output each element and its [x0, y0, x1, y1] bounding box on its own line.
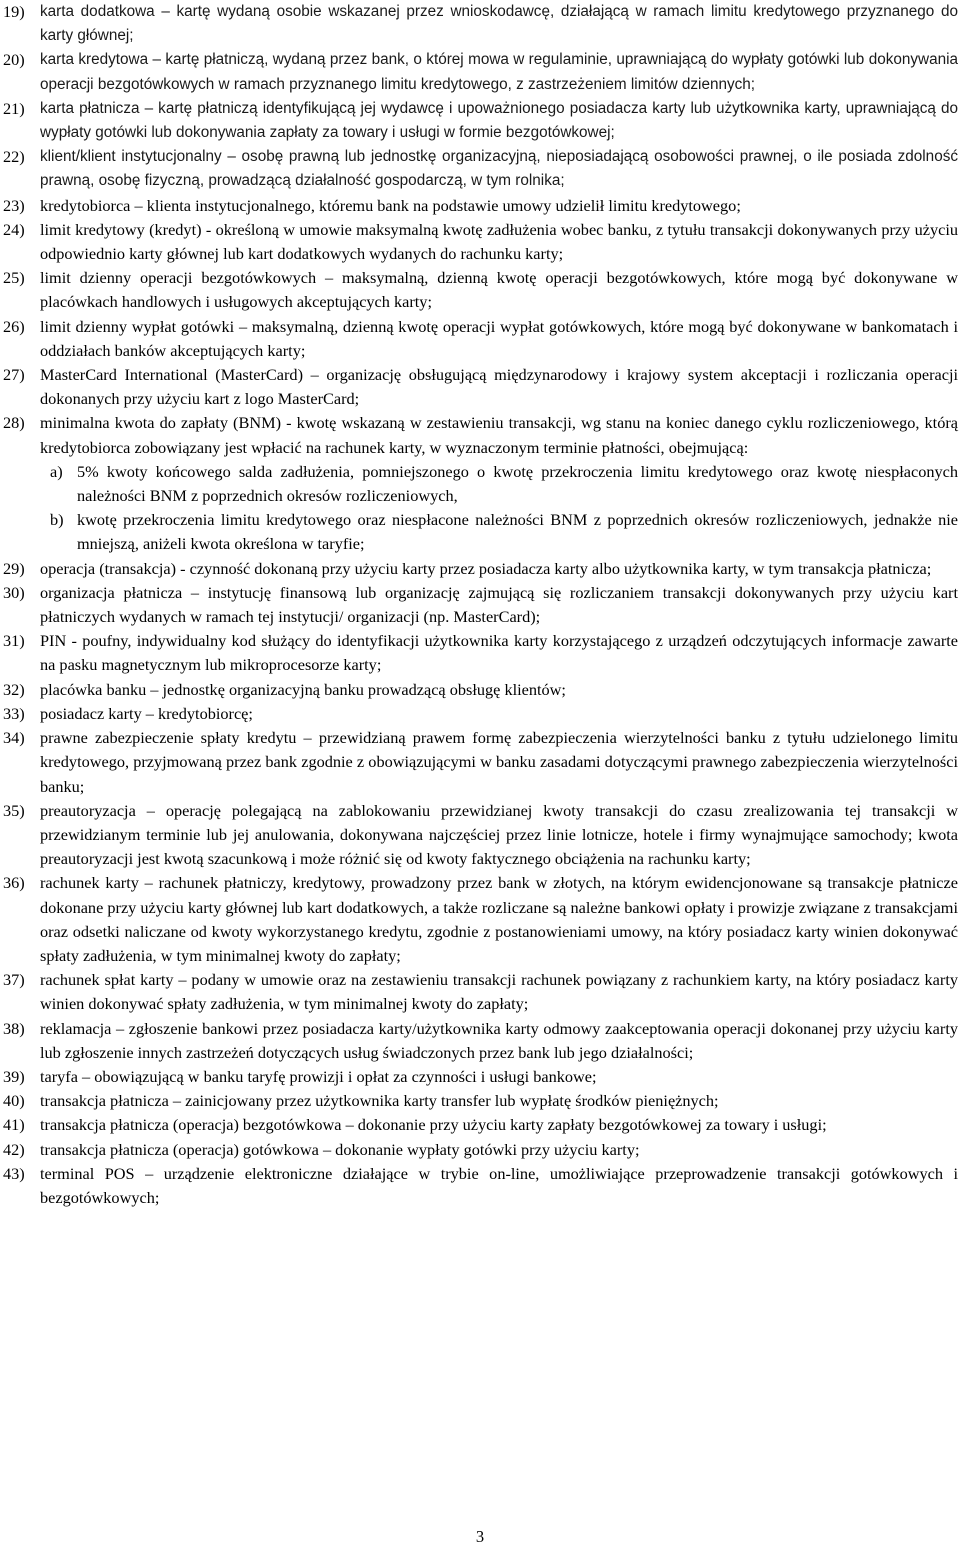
definition-text: terminal POS – urządzenie elektroniczne działające w trybie on-line, umożliwiające przeprowadzenie transakcji gotówkowych i bezgotówkowych;: [40, 1163, 958, 1207]
definition-item: [0, 557, 958, 581]
definition-number: 28): [3, 413, 25, 433]
definition-number: 36): [3, 873, 25, 893]
definition-text: rachunek karty – rachunek płatniczy, kredytowy, prowadzony przez bank w złotych, na którym ewidencjonowane są transakcje płatnicze dokonane przy użyciu karty głównej lub kart dodatkowych, a także rozliczane są należne bankowi opłaty i prowizje związane z transakcjami oraz odsetki naliczane od kwoty wykorzystanego kredytu, zgodnie z postanowieniami umowy, na który posiadacz karty winien dokonywać spłaty zadłużenia, w tym minimalnej kwoty do zapłaty;: [40, 873, 958, 965]
definition-number: 40): [3, 1091, 25, 1111]
definition-item: [0, 363, 958, 411]
definition-text: operacja (transakcja) - czynność dokonaną przy użyciu karty przez posiadacza karty albo użytkownika karty, w tym transakcja płatnicza;: [40, 558, 932, 578]
definition-text: preautoryzacja – operację polegającą na zablokowaniu przewidzianej kwoty transakcji do czasu zrealizowania tej transakcji w przewidzianym terminie lub jej anulowania, dokonywana najczęściej przez linie lotnicze, hotele i firmy wynajmujące samochody; kwota preautoryzacji jest kwotą szacunkową i może różnić się od kwoty faktycznego obciążenia na rachunku karty;: [40, 800, 958, 869]
definition-text: karta kredytowa – kartę płatniczą, wydaną przez bank, o której mowa w regulaminie, uprawniającą do wypłaty gotówki lub dokonywania operacji bezgotówkowych w ramach przyznanego limitu kredytowego, z zastrzeżeniem limitów dziennych;: [40, 51, 958, 93]
definition-item: [0, 218, 958, 266]
definition-text: limit dzienny wypłat gotówki – maksymalną, dzienną kwotę operacji wypłat gotówkowych, które mogą być dokonywane w bankomatach i oddziałach banków akceptujących karty;: [40, 316, 958, 360]
page-number: 3: [475, 1527, 485, 1546]
definition-item: [0, 678, 958, 702]
sub-item-label: b): [50, 510, 64, 530]
definition-text: minimalna kwota do zapłaty (BNM) - kwotę wskazaną w zestawieniu transakcji, wg stanu na koniec danego cyklu rozliczeniowego, którą kredytobiorca zobowiązany jest wpłacić na rachunek karty, w wyznaczonym terminie płatności, obejmującą:: [40, 413, 958, 457]
definition-number: 33): [3, 703, 25, 723]
definition-body: [40, 48, 958, 96]
definition-item: [0, 1138, 958, 1162]
sub-item-text: 5% kwoty końcowego salda zadłużenia, pomniejszonego o kwotę przekroczenia limitu kredytowego oraz kwotę niespłaconych należności BNM z poprzednich okresów rozliczeniowych,: [77, 461, 958, 506]
definition-body: [40, 363, 958, 411]
definition-number: 34): [3, 728, 25, 748]
definition-body: [40, 218, 958, 266]
definition-item: [0, 48, 958, 96]
definition-body: [40, 97, 958, 145]
definition-text: transakcja płatnicza – zainicjowany przez użytkownika karty transfer lub wypłatę środków pieniężnych;: [40, 1091, 719, 1111]
definition-number: 35): [3, 800, 25, 820]
sub-item-text: kwotę przekroczenia limitu kredytowego oraz niespłacone należności BNM z poprzednich okresów rozliczeniowych, jednakże nie mniejszą, aniżeli kwota określona w taryfie;: [77, 510, 958, 554]
definition-text: posiadacz karty – kredytobiorcę;: [40, 703, 253, 723]
definition-number: 29): [3, 558, 25, 578]
definition-body: [40, 702, 958, 726]
definition-number: 37): [3, 970, 25, 990]
definition-text: klient/klient instytucjonalny – osobę prawną lub jednostkę organizacyjną, nieposiadającą osobowości prawnej, o ile posiada zdolność prawną, osobę fizyczną, prowadzącą działalność gospodarczą, w tym rolnika;: [40, 148, 958, 190]
definition-body: [40, 411, 958, 556]
definition-text: taryfa – obowiązującą w banku taryfę prowizji i opłat za czynności i usługi bankowe;: [40, 1066, 597, 1086]
sub-item-list: [40, 460, 958, 557]
definition-item: [0, 266, 958, 314]
definition-text: limit dzienny operacji bezgotówkowych – maksymalną, dzienną kwotę operacji bezgotówkowych, które mogą być dokonywane w placówkach handlowych i usługowych akceptujących karty;: [40, 268, 958, 312]
definition-item: [0, 726, 958, 799]
definition-text: limit kredytowy (kredyt) - określoną w umowie maksymalną kwotę zadłużenia wobec banku, z tytułu transakcji dokonywanych przy użyciu odpowiednio karty głównej lub kart dodatkowych wydanych do rachunku karty;: [40, 219, 958, 264]
definition-text: karta dodatkowa – kartę wydaną osobie wskazanej przez wnioskodawcę, działającą w ramach limitu kredytowego przyznanego do karty głównej;: [40, 3, 958, 45]
definition-item: [0, 0, 958, 48]
definition-body: [40, 968, 958, 1016]
definition-number: 24): [3, 219, 25, 239]
definition-text: reklamacja – zgłoszenie bankowi przez posiadacza karty/użytkownika karty odmowy zaakceptowania operacji dokonanej przy użyciu karty lub zgłoszenie innych zastrzeżeń dotyczących usług świadczonych przez bank lub jego działalności;: [40, 1018, 958, 1062]
definition-number: 31): [3, 631, 25, 651]
definition-number: 38): [3, 1018, 25, 1038]
definition-item: [0, 702, 958, 726]
definition-text: transakcja płatnicza (operacja) gotówkowa – dokonanie wypłaty gotówki przy użyciu karty;: [40, 1139, 640, 1159]
definition-number: 43): [3, 1163, 25, 1183]
definition-number: 25): [3, 268, 25, 288]
definition-text: transakcja płatnicza (operacja) bezgotówkowa – dokonanie przy użyciu karty zapłaty bezgotówkowej za towary i usługi;: [40, 1115, 827, 1135]
definition-body: [40, 315, 958, 363]
definition-number: 21): [3, 98, 25, 118]
definition-body: [40, 0, 958, 48]
definition-item: [0, 871, 958, 968]
definition-item: [0, 799, 958, 872]
definition-body: [40, 581, 958, 629]
definition-body: [40, 726, 958, 799]
definition-item: [0, 1017, 958, 1065]
definition-body: [40, 1138, 958, 1162]
definition-body: [40, 629, 958, 677]
definition-item: [0, 411, 958, 556]
definition-body: [40, 557, 958, 581]
definition-item: [0, 145, 958, 193]
definition-number: 23): [3, 195, 25, 215]
definition-text: prawne zabezpieczenie spłaty kredytu – przewidzianą prawem formę zabezpieczenia wierzytelności banku z tytułu udzielonego limitu kredytowego, przyjmowaną przez bank zgodnie z obowiązującymi w banku zasadami dotyczącymi prawnego zabezpieczenia wierzytelności banku;: [40, 728, 958, 796]
definition-item: [0, 194, 958, 218]
definition-number: 41): [3, 1115, 25, 1135]
definition-number: 42): [3, 1139, 25, 1159]
definition-body: [40, 1113, 958, 1137]
definition-item: [0, 1162, 958, 1210]
definition-item: [0, 968, 958, 1016]
definition-text: PIN - poufny, indywidualny kod służący do identyfikacji użytkownika karty korzystającego z urządzeń odczytujących informacje zawarte na pasku magnetycznym lub mikroprocesorze karty;: [40, 631, 958, 675]
definition-item: [0, 97, 958, 145]
definition-item: [0, 629, 958, 677]
definition-number: 22): [3, 147, 25, 167]
definition-body: [40, 871, 958, 968]
definition-number: 27): [3, 365, 25, 385]
definition-text: placówka banku – jednostkę organizacyjną banku prowadzącą obsługę klientów;: [40, 679, 566, 699]
definition-text: kredytobiorca – klienta instytucjonalnego, któremu bank na podstawie umowy udzielił limitu kredytowego;: [40, 195, 741, 215]
sub-item-label: a): [50, 461, 63, 481]
sub-item: [40, 460, 958, 508]
definition-item: [0, 315, 958, 363]
definition-number: 20): [3, 50, 25, 70]
definition-item: [0, 1065, 958, 1089]
definition-number: 26): [3, 316, 25, 336]
definition-body: [40, 194, 958, 218]
definition-body: [40, 1162, 958, 1210]
definition-text: karta płatnicza – kartę płatniczą identyfikującą jej wydawcę i upoważnionego posiadacza karty lub użytkownika karty, uprawniającą do wypłaty gotówki lub dokonywania zapłaty za towary i usługi w formie bezgotówkowej;: [40, 99, 958, 142]
definition-body: [40, 1017, 958, 1065]
definition-text: rachunek spłat karty – podany w umowie oraz na zestawieniu transakcji rachunek powiązany z rachunkiem karty, na który posiadacz karty winien dokonywać spłaty zadłużenia, w tym minimalnej kwoty do zapłaty;: [40, 970, 958, 1014]
definition-number: 19): [3, 2, 25, 21]
definition-body: [40, 266, 958, 314]
definition-body: [40, 1065, 958, 1089]
definition-number: 30): [3, 582, 25, 602]
definition-text: MasterCard International (MasterCard) – organizację obsługującą międzynarodowy i krajowy system akceptacji i rozliczania operacji dokonanych przy użyciu kart z logo MasterCard;: [40, 365, 958, 409]
definition-body: [40, 678, 958, 702]
definition-item: [0, 581, 958, 629]
definition-item: [0, 1089, 958, 1113]
definition-text: organizacja płatnicza – instytucję finansową lub organizację zajmującą się rozliczaniem transakcji dokonywanych przy użyciu kart płatniczych wydanych w ramach tej instytucji/ organizacji (np. MasterCard);: [40, 582, 958, 627]
definition-body: [40, 145, 958, 193]
definition-body: [40, 1089, 958, 1113]
definition-number: 32): [3, 679, 25, 699]
sub-item: [40, 508, 958, 556]
definition-item: [0, 1113, 958, 1137]
definition-body: [40, 799, 958, 872]
definition-number: 39): [3, 1066, 25, 1086]
